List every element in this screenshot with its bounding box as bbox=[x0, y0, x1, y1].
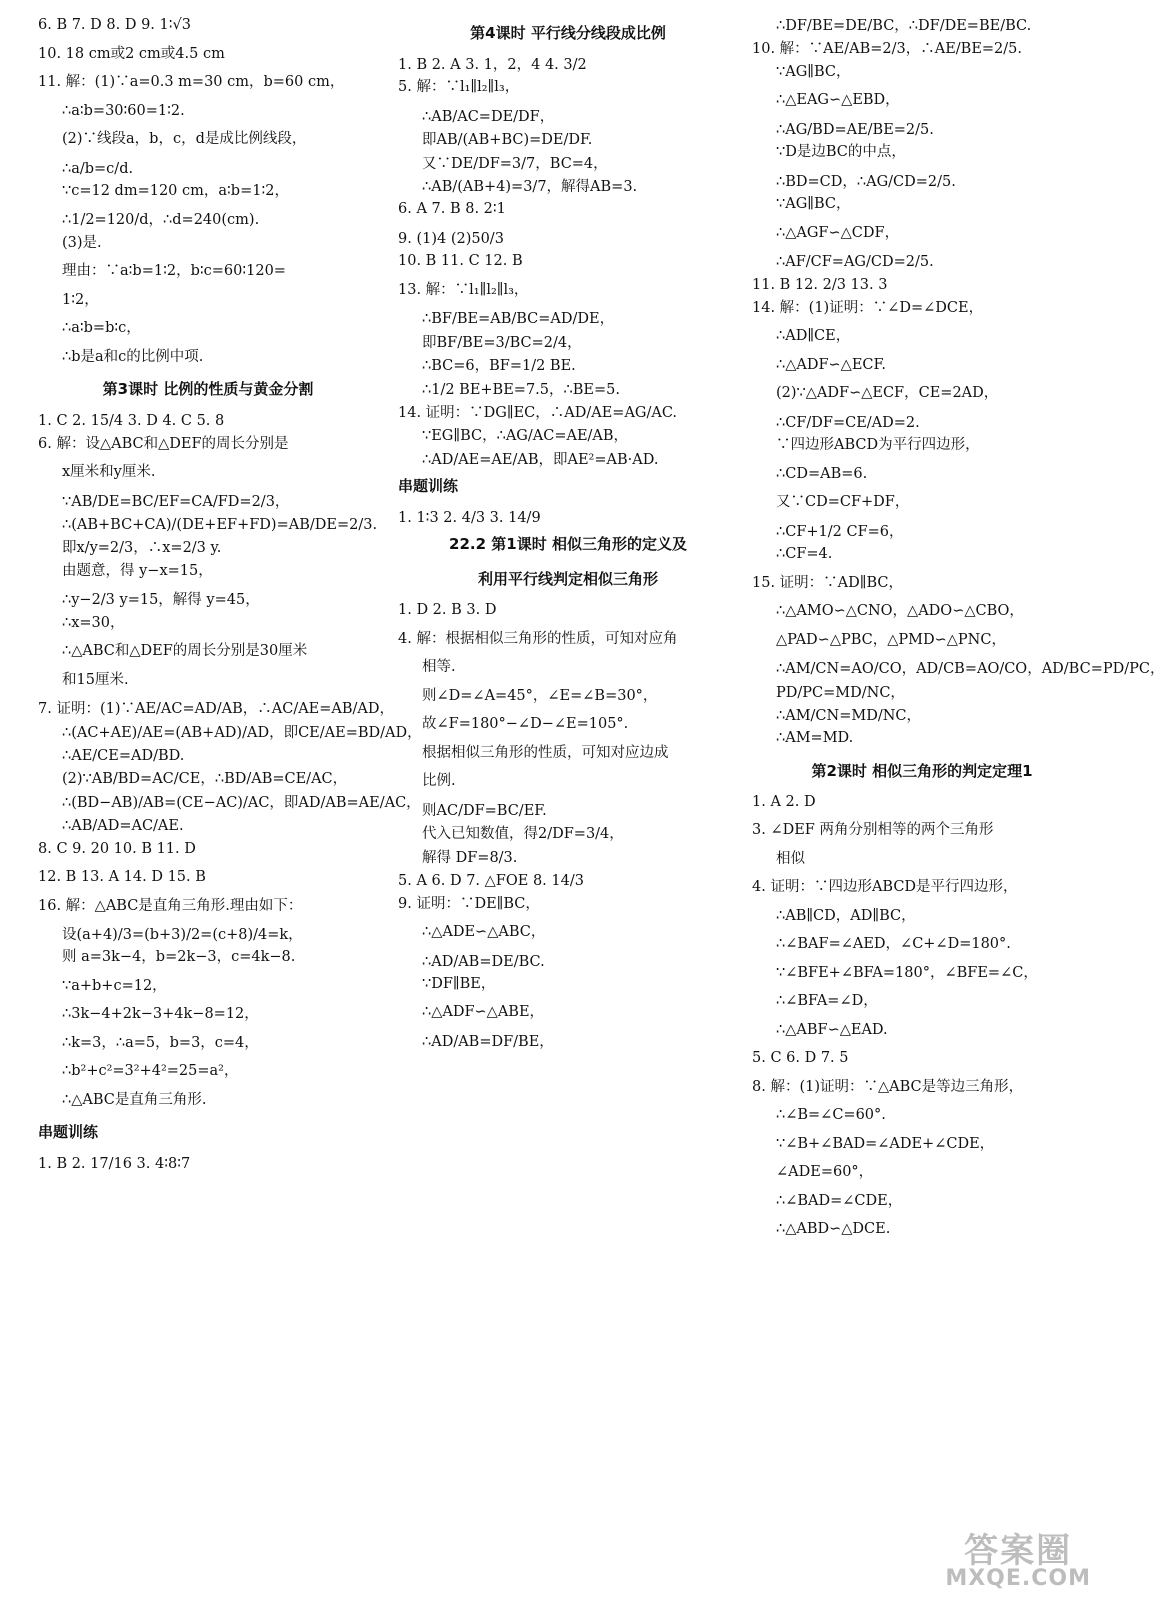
answer-line: ∵AB/DE=BC/EF=CA/FD=2/3， bbox=[62, 493, 290, 510]
answer-line: ∴AM/CN=AO/CO，AD/CB=AO/CO，AD/BC=PD/PC， bbox=[776, 661, 1164, 678]
answer-line: ∴AF/CF=AG/CD=2/5. bbox=[776, 254, 934, 271]
answer-line: 5. C 6. D 7. 5 bbox=[752, 1050, 849, 1067]
watermark-text: 答案圈 bbox=[964, 1531, 1073, 1571]
section-heading: 串题训练 bbox=[398, 477, 459, 496]
answer-line: ∴BD=CD，∴AG/CD=2/5. bbox=[776, 173, 956, 190]
answer-line: ∴AD∥CE， bbox=[776, 328, 851, 345]
watermark bbox=[945, 1531, 1091, 1591]
answer-line: 又∵DE/DF=3/7，BC=4， bbox=[422, 155, 608, 172]
answer-line: 14. 证明：∵DG∥EC，∴AD/AE=AG/AC. bbox=[398, 404, 678, 421]
answer-line: ∴k=3，∴a=5，b=3，c=4， bbox=[62, 1034, 259, 1051]
answer-line: ∴x=30， bbox=[62, 614, 125, 631]
answer-line: 9. (1)4 (2)50/3 bbox=[398, 230, 504, 247]
answer-line: 5. A 6. D 7. △FOE 8. 14/3 bbox=[398, 873, 584, 890]
answer-line: 即BF/BE=3/BC=2/4， bbox=[422, 334, 582, 351]
answer-line: 9. 证明：∵DE∥BC， bbox=[398, 895, 540, 912]
answer-line: ∴AD/AE=AE/AB，即AE²=AB·AD. bbox=[422, 451, 659, 468]
answer-line: 和15厘米. bbox=[62, 671, 129, 688]
answer-line: ∴b是a和c的比例中项. bbox=[62, 348, 204, 365]
answer-line: ∴AD/AB=DE/BC. bbox=[422, 953, 545, 970]
answer-line: 由题意，得 y−x=15， bbox=[62, 562, 213, 579]
answer-line: 14. 解：(1)证明：∵∠D=∠DCE， bbox=[752, 299, 984, 316]
answer-line: 12. B 13. A 14. D 15. B bbox=[38, 869, 206, 886]
answer-line: 又∵CD=CF+DF， bbox=[776, 494, 910, 511]
answer-line: 7. 证明：(1)∵AE/AC=AD/AB，∴AC/AE=AB/AD， bbox=[38, 701, 395, 718]
answer-line: 1. A 2. D bbox=[752, 793, 816, 810]
answer-line: ∴CF+1/2 CF=6， bbox=[776, 523, 904, 540]
answer-line: 15. 证明：∵AD∥BC， bbox=[752, 574, 903, 591]
answer-line: (2)∵AB/BD=AC/CE，∴BD/AB=CE/AC， bbox=[62, 771, 348, 788]
answer-line: ∴(AC+AE)/AE=(AB+AD)/AD，即CE/AE=BD/AD， bbox=[62, 724, 422, 741]
answer-line: ∴∠BFA=∠D， bbox=[776, 993, 878, 1010]
answer-line: ∴a/b=c/d. bbox=[62, 160, 134, 177]
section-heading: 第2课时 相似三角形的判定定理1 bbox=[811, 761, 1033, 780]
answer-line: ∴△ADF∽△ECF. bbox=[776, 356, 886, 373]
answer-line: 则 a=3k−4，b=2k−3，c=4k−8. bbox=[62, 949, 296, 966]
answer-line: 解得 DF=8/3. bbox=[422, 849, 518, 866]
answer-line: (3)是. bbox=[62, 234, 102, 251]
answer-line: ∴(AB+BC+CA)/(DE+EF+FD)=AB/DE=2/3. bbox=[62, 517, 378, 534]
answer-line: ∴AG/BD=AE/BE=2/5. bbox=[776, 121, 934, 138]
answer-column-1 bbox=[38, 17, 422, 1180]
answer-line: 3. ∠DEF 两角分别相等的两个三角形 bbox=[752, 822, 994, 839]
answer-line: ∵c=12 dm=120 cm，a∶b=1∶2， bbox=[62, 182, 289, 199]
answer-line: ∴DF/BE=DE/BC，∴DF/DE=BE/BC. bbox=[776, 18, 1032, 34]
answer-line: 6. 解：设△ABC和△DEF的周长分别是 bbox=[38, 435, 289, 452]
answer-line: 即AB/(AB+BC)=DE/DF. bbox=[422, 132, 593, 149]
answer-line: 6. A 7. B 8. 2∶1 bbox=[398, 201, 506, 218]
section-heading: 22.2 第1课时 相似三角形的定义及 bbox=[449, 535, 687, 554]
answer-line: ∴b²+c²=3²+4²=25=a²， bbox=[62, 1063, 239, 1080]
answer-line: 5. 解：∵l₁∥l₂∥l₃， bbox=[398, 79, 520, 96]
answer-line: ∵D是边BC的中点， bbox=[776, 144, 906, 161]
answer-line: ∴a∶b=30∶60=1∶2. bbox=[62, 102, 185, 119]
answer-line: 即x/y=2/3，∴x=2/3 y. bbox=[62, 540, 222, 557]
answer-line: ∴△AMO∽△CNO，△ADO∽△CBO， bbox=[776, 603, 1024, 620]
answer-line: ∴a∶b=b∶c， bbox=[62, 320, 141, 337]
answer-line: ∴AD/AB=DF/BE， bbox=[422, 1033, 554, 1050]
answer-line: ∴△AGF∽△CDF， bbox=[776, 224, 900, 241]
answer-line: ∵AG∥BC， bbox=[776, 63, 851, 80]
answer-line: ∵AG∥BC， bbox=[776, 196, 851, 213]
answer-line: 11. 解：(1)∵a=0.3 m=30 cm，b=60 cm， bbox=[38, 74, 345, 90]
answer-line: 10. 解：∵AE/AB=2/3，∴AE/BE=2/5. bbox=[752, 41, 1022, 58]
answer-line: 16. 解：△ABC是直角三角形.理由如下： bbox=[38, 897, 303, 914]
answer-line: ∴y−2/3 y=15，解得 y=45， bbox=[62, 592, 260, 609]
answer-line: ∴∠B=∠C=60°. bbox=[776, 1107, 886, 1124]
answer-line: ∴△ABD∽△DCE. bbox=[776, 1221, 891, 1238]
answer-line: ∠ADE=60°， bbox=[776, 1164, 874, 1181]
answer-line: 则∠D=∠A=45°，∠E=∠B=30°， bbox=[422, 687, 658, 704]
answer-line: ∴BF/BE=AB/BC=AD/DE， bbox=[422, 311, 615, 328]
answer-line: ∵DF∥BE， bbox=[422, 975, 496, 992]
answer-line: 10. B 11. C 12. B bbox=[398, 253, 523, 270]
answer-line: ∴∠BAD=∠CDE， bbox=[776, 1192, 903, 1209]
answer-line: ∵四边形ABCD为平行四边形， bbox=[776, 437, 980, 454]
answer-line: ∴△EAG∽△EBD， bbox=[776, 92, 900, 109]
answer-line: ∴1/2=120/d，∴d=240(cm). bbox=[62, 212, 260, 229]
answer-line: 相等. bbox=[422, 659, 456, 676]
answer-line: PD/PC=MD/NC， bbox=[776, 684, 905, 701]
answer-line: ∴CF=4. bbox=[776, 546, 833, 563]
answer-line: ∴AB/(AB+4)=3/7，解得AB=3. bbox=[422, 179, 638, 196]
answer-line: x厘米和y厘米. bbox=[62, 464, 156, 481]
answer-line: ∴△ADE∽△ABC， bbox=[422, 924, 546, 941]
answer-line: ∴△ABF∽△EAD. bbox=[776, 1021, 888, 1038]
answer-column-3 bbox=[752, 18, 1164, 1251]
answer-line: ∴△ABC是直角三角形. bbox=[62, 1091, 207, 1108]
answer-line: ∴∠BAF=∠AED，∠C+∠D=180°. bbox=[776, 936, 1011, 953]
answer-line: ∴(BD−AB)/AB=(CE−AC)/AC，即AD/AB=AE/AC， bbox=[62, 794, 421, 811]
answer-line: 理由：∵a∶b=1∶2，b∶c=60∶120= bbox=[62, 263, 286, 280]
answer-line: ∴AB/AC=DE/DF， bbox=[422, 108, 555, 125]
answer-line: 设(a+4)/3=(b+3)/2=(c+8)/4=k， bbox=[62, 927, 303, 944]
answer-line: 相似 bbox=[776, 850, 805, 867]
answer-line: 1. D 2. B 3. D bbox=[398, 602, 497, 619]
answer-line: 则AC/DF=BC/EF. bbox=[422, 802, 547, 819]
answer-line: 1. 1∶3 2. 4/3 3. 14/9 bbox=[398, 510, 541, 527]
answer-line: 6. B 7. D 8. D 9. 1∶√3 bbox=[38, 17, 191, 33]
answer-line: 8. 解：(1)证明：∵△ABC是等边三角形， bbox=[752, 1078, 1024, 1095]
answer-column-2 bbox=[398, 18, 738, 1057]
section-heading: 第4课时 平行线分线段成比例 bbox=[470, 24, 666, 42]
answer-line: ∵EG∥BC，∴AG/AC=AE/AB， bbox=[422, 428, 629, 445]
answer-line: 1. B 2. A 3. 1，2，4 4. 3/2 bbox=[398, 57, 587, 73]
answer-line: 11. B 12. 2/3 13. 3 bbox=[752, 277, 888, 294]
answer-line: ∴AM/CN=MD/NC， bbox=[776, 707, 921, 724]
answer-line: 4. 解：根据相似三角形的性质，可知对应角 bbox=[398, 630, 678, 647]
watermark-url: MXQE.COM bbox=[945, 1566, 1091, 1591]
answer-line: 13. 解：∵l₁∥l₂∥l₃， bbox=[398, 281, 529, 298]
answer-line: 比例. bbox=[422, 773, 456, 790]
answer-line: 根据相似三角形的性质，可知对应边成 bbox=[422, 744, 669, 761]
answer-line: ∴1/2 BE+BE=7.5，∴BE=5. bbox=[422, 381, 620, 398]
answer-line: ∵a+b+c=12， bbox=[62, 977, 167, 994]
answer-line: ∴CD=AB=6. bbox=[776, 465, 868, 482]
answer-line: 1. C 2. 15/4 3. D 4. C 5. 8 bbox=[38, 413, 225, 430]
answer-line: ∵∠B+∠BAD=∠ADE+∠CDE， bbox=[776, 1135, 995, 1152]
answer-line: ∴CF/DF=CE/AD=2. bbox=[776, 414, 920, 431]
answer-line: 8. C 9. 20 10. B 11. D bbox=[38, 840, 196, 857]
section-heading: 第3课时 比例的性质与黄金分割 bbox=[102, 380, 314, 399]
answer-line: (2)∵△ADF∽△ECF，CE=2AD， bbox=[776, 385, 999, 402]
answer-line: 1. B 2. 17/16 3. 4∶8∶7 bbox=[38, 1156, 191, 1173]
answer-line: 故∠F=180°−∠D−∠E=105°. bbox=[422, 716, 629, 733]
answer-line: ∴AM=MD. bbox=[776, 730, 854, 747]
section-heading: 串题训练 bbox=[38, 1123, 99, 1142]
answer-line: 代入已知数值，得2/DF=3/4， bbox=[422, 826, 624, 843]
section-heading: 利用平行线判定相似三角形 bbox=[477, 570, 658, 589]
answer-line: ∵∠BFE+∠BFA=180°，∠BFE=∠C， bbox=[776, 964, 1038, 981]
answer-line: 4. 证明：∵四边形ABCD是平行四边形， bbox=[752, 879, 1018, 896]
answer-line: △PAD∽△PBC，△PMD∽△PNC， bbox=[776, 631, 1006, 648]
answer-line: ∴3k−4+2k−3+4k−8=12， bbox=[62, 1006, 259, 1023]
answer-line: 1∶2， bbox=[62, 291, 99, 308]
answer-line: ∴AB∥CD，AD∥BC， bbox=[776, 907, 916, 924]
answer-line: (2)∵线段a，b，c，d是成比例线段， bbox=[62, 131, 307, 147]
answer-line: ∴BC=6，BF=1/2 BE. bbox=[422, 358, 576, 375]
answer-line: ∴△ADF∽△ABE， bbox=[422, 1004, 545, 1021]
answer-line: 10. 18 cm或2 cm或4.5 cm bbox=[38, 45, 225, 62]
answer-line: ∴AB/AD=AC/AE. bbox=[62, 818, 184, 835]
answer-line: ∴AE/CE=AD/BD. bbox=[62, 748, 185, 765]
answer-line: ∴△ABC和△DEF的周长分别是30厘米 bbox=[62, 643, 308, 660]
